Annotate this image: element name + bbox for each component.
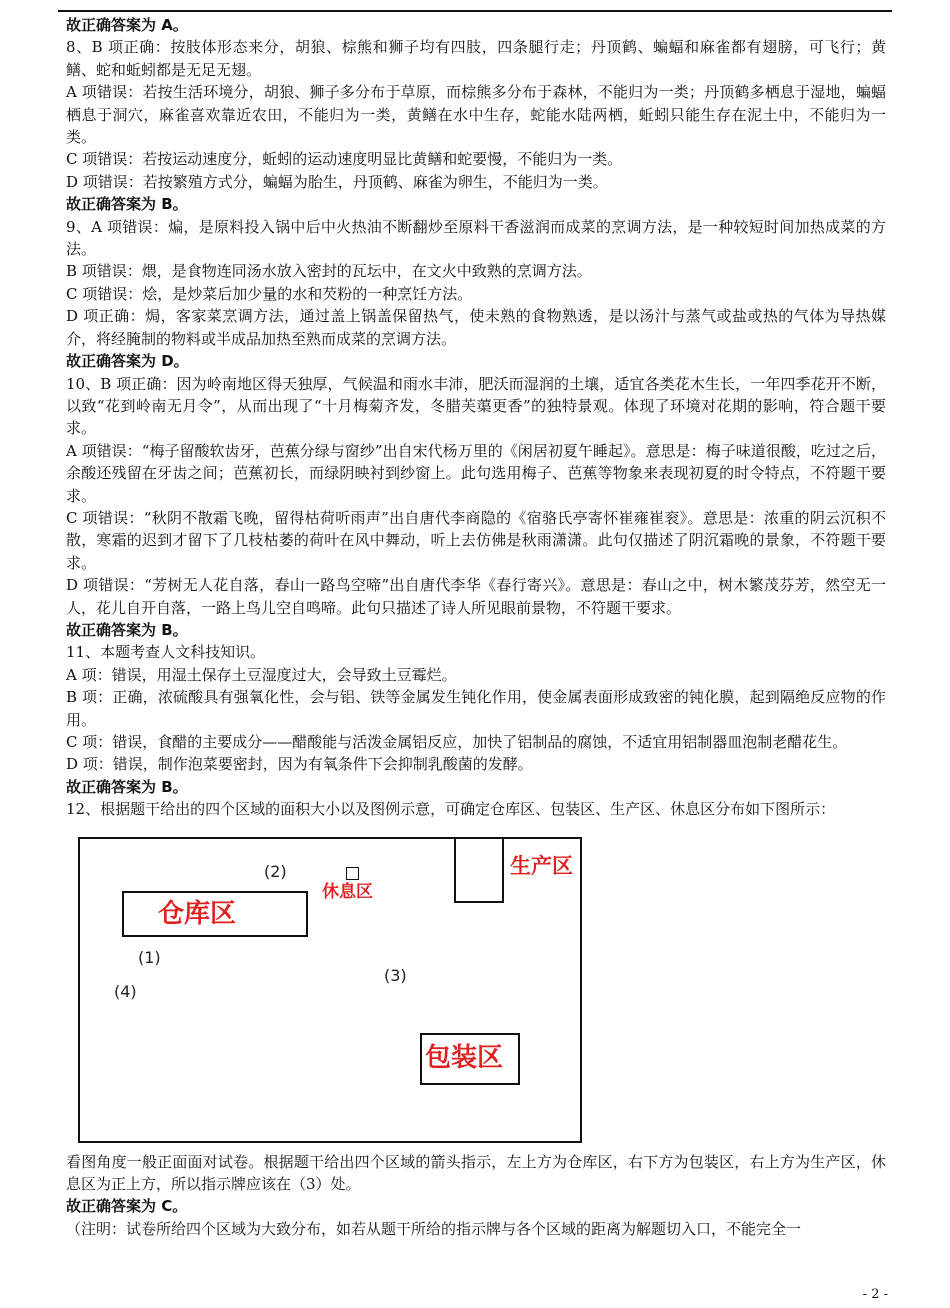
paragraph: A 项错误：“梅子留酸软齿牙，芭蕉分绿与窗纱”出自宋代杨万里的《闲居初夏午睡起》。意思是：梅子味道很酸，吃过之后，余酸还残留在牙齿之间；芭蕉初长，而绿阴映衬到纱窗上。此句选用梅子、芭蕉等物象来表现初夏的时令特点，不符题干要求。 [66,441,886,505]
production-label: 生产区 [510,853,573,878]
paragraph: B 项：正确，浓硫酸具有强氧化性，会与铝、铁等金属发生钝化作用，使金属表面形成致密的钝化膜，起到隔绝反应物的作用。 [66,688,886,729]
rest-label: 休息区 [322,881,373,902]
paragraph: C 项：错误，食醋的主要成分——醋酸能与活泼金属铝反应，加快了铝制品的腐蚀，不适宜用铝制器皿泡制老醋花生。 [66,733,848,751]
production-zone [454,837,504,903]
paragraph: 看图角度一般正面面对试卷。根据题干给出四个区域的箭头指示，左上方为仓库区，右下方为包装区，右上方为生产区，休息区为正上方，所以指示牌应该在（3）处。 [66,1152,886,1194]
rest-zone-square [346,867,359,880]
paragraph: C 项错误：若按运动速度分，蚯蚓的运动速度明显比黄鳝和蛇要慢，不能归为一类。 [66,150,623,169]
packing-zone [420,1033,520,1085]
paragraph: B 项错误：煨，是食物连同汤水放入密封的瓦坛中，在文火中致熟的烹调方法。 [66,262,592,281]
warehouse-label: 仓库区 [158,898,237,929]
paragraph: 10、B 项正确：因为岭南地区得天独厚，气候温和雨水丰沛，肥沃而湿润的土壤，适宜各类花木生长，一年四季花开不断，以致“花到岭南无月令”，从而出现了“十月梅菊齐发，冬腊芙蕖更香”的独特景观。体现了环境对花期的影响，符合题干要求。 [66,374,886,438]
answer-line: 故正确答案为 C。 [66,1197,188,1216]
warehouse-zone [122,891,308,937]
paragraph: D 项：错误，制作泡菜要密封，因为有氧条件下会抑制乳酸菌的发酵。 [66,755,533,774]
answer-line: 故正确答案为 B。 [66,777,188,796]
answer-line: 故正确答案为 B。 [66,195,188,214]
paragraph: A 项：错误，用湿土保存土豆湿度过大，会导致土豆霉烂。 [66,665,457,684]
area-diagram [78,837,582,1143]
marker-1: (1) [138,947,161,967]
paragraph: 8、B 项正确：按肢体形态来分，胡狼、棕熊和狮子均有四肢，四条腿行走；丹顶鹤、蝙蝠和麻雀都有翅膀，可飞行；黄鳝、蛇和蚯蚓都是无足无翅。 [66,38,886,79]
paragraph: 9、A 项错误：煸，是原料投入锅中后中火热油不断翻炒至原料干香滋润而成菜的烹调方法，是一种较短时间加热成菜的方法。 [66,217,886,259]
paragraph: C 项错误：烩，是炒菜后加少量的水和芡粉的一种烹饪方法。 [66,284,473,303]
answer-line: 故正确答案为 B。 [66,620,188,639]
page-number: - 2 - [862,1287,888,1302]
header-rule [58,10,892,12]
paragraph: 12、根据题干给出的四个区域的面积大小以及图例示意，可确定仓库区、包装区、生产区、休息区分布如下图所示： [66,800,836,819]
paragraph: C 项错误：“秋阴不散霜飞晚，留得枯荷听雨声”出自唐代李商隐的《宿骆氏亭寄怀崔雍崔衮》。意思是：浓重的阴云沉积不散，寒霜的迟到才留下了几枝枯萎的荷叶在风中舞动，听上去仿佛是秋雨潇潇。此句仅描述了阴沉霜晚的景象，不符题干要求。 [66,508,886,572]
document-body [66,14,886,1240]
marker-4: (4) [114,981,137,1001]
note-line: （注明：试卷所给四个区域为大致分布，如若从题干所给的指示牌与各个区域的距离为解题切入口，不能完全一 [66,1219,802,1238]
paragraph: D 项错误：若按繁殖方式分，蝙蝠为胎生，丹顶鹤、麻雀为卵生，不能归为一类。 [66,172,608,191]
marker-2: (2) [264,861,287,881]
paragraph: D 项正确：焗，客家菜烹调方法，通过盖上锅盖保留热气，使未熟的食物熟透，是以汤汁与蒸气或盐或热的气体为导热媒介，将经腌制的物料或半成品加热至熟而成菜的烹调方法。 [66,307,886,348]
answer-line: 故正确答案为 D。 [66,352,189,371]
paragraph: 11、本题考查人文科技知识。 [66,643,266,662]
paragraph: A 项错误：若按生活环境分，胡狼、狮子多分布于草原，而棕熊多分布于森林，不能归为一类；丹顶鹤多栖息于湿地，蝙蝠栖息于洞穴，麻雀喜欢靠近农田，不能归为一类，黄鳝在水中生存，蛇能水陆两栖，蚯蚓只能生存在泥土中，不能归为一类。 [66,83,886,147]
marker-3: (3) [384,965,407,985]
paragraph: D 项错误：“芳树无人花自落，春山一路鸟空啼”出自唐代李华《春行寄兴》。意思是：春山之中，树木繁茂芬芳，然空无一人，花儿自开自落，一路上鸟儿空自鸣啼。此句只描述了诗人所见眼前景物，不符题干要求。 [66,576,886,617]
answer-line: 故正确答案为 A。 [66,16,188,34]
packing-label: 包装区 [425,1042,504,1073]
